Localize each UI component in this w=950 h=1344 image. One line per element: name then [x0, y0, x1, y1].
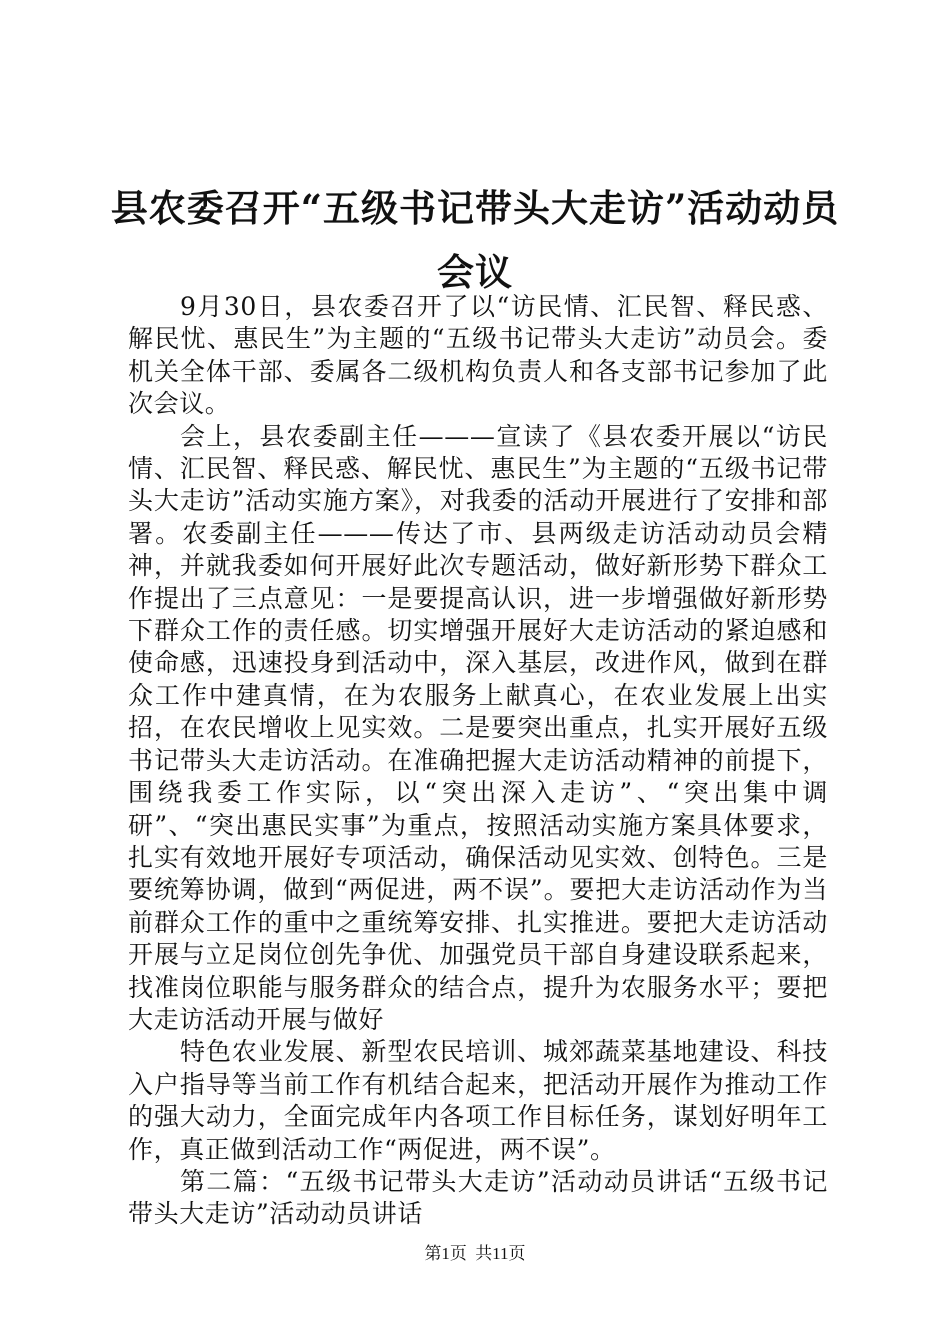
paragraph-3: 特色农业发展、新型农民培训、城郊蔬菜基地建设、科技入户指导等当前工作有机结合起来，把活动开展作为推动工作的强大动力，全面完成年内各项工作目标任务，谋划好明年工作，真正做到活动工作“两促进，两不误”。: [128, 1037, 828, 1164]
document-title: 县农委召开“五级书记带头大走访”活动动员会议: [110, 186, 840, 294]
paragraph-1: 9月30日，县农委召开了以“访民情、汇民智、释民惑、解民忧、惠民生”为主题的“五级书记带头大走访”动员会。委机关全体干部、委属各二级机构负责人和各支部书记参加了此次会议。: [128, 292, 828, 419]
page-footer: [0, 1242, 950, 1266]
page-total: 共11页: [475, 1244, 526, 1263]
page-number: 第1页: [424, 1244, 467, 1263]
paragraph-2: 会上，县农委副主任———宣读了《县农委开展以“访民情、汇民智、释民惑、解民忧、惠民生”为主题的“五级书记带头大走访”活动实施方案》，对我委的活动开展进行了安排和部署。农委副主任———传达了市、县两级走访活动动员会精神，并就我委如何开展好此次专题活动，做好新形势下群众工作提出了三点意见：一是要提高认识，进一步增强做好新形势下群众工作的责任感。切实增强开展好大走访活动的紧迫感和使命感，迅速投身到活动中，深入基层，改进作风，做到在群众工作中建真情，在为农服务上献真心，在农业发展上出实招，在农民增收上见实效。二是要突出重点，扎实开展好五级书记带头大走访活动。在准确把握大走访活动精神的前提下，围绕我委工作实际，以“突出深入走访”、“突出集中调研”、“突出惠民实事”为重点，按照活动实施方案具体要求，扎实有效地开展好专项活动，确保活动见实效、创特色。三是要统筹协调，做到“两促进，两不误”。要把大走访活动作为当前群众工作的重中之重统筹安排、扎实推进。要把大走访活动开展与立足岗位创先争优、加强党员干部自身建设联系起来，找准岗位职能与服务群众的结合点，提升为农服务水平；要把大走访活动开展与做好: [128, 421, 828, 1034]
document-body: [128, 291, 828, 1231]
paragraph-4: 第二篇：“五级书记带头大走访”活动动员讲话“五级书记带头大走访”活动动员讲话: [128, 1166, 828, 1229]
